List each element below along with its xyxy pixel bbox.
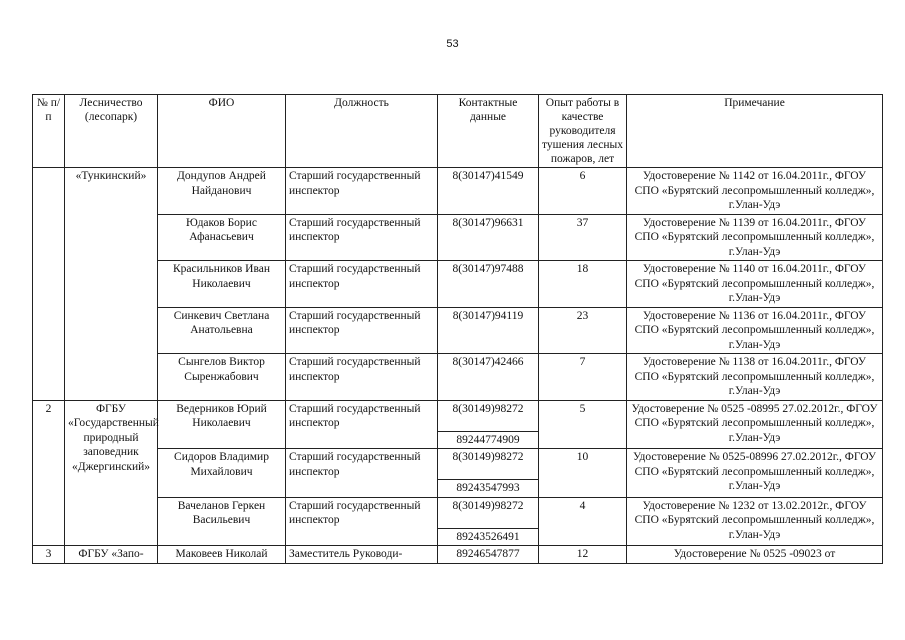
person-name: Дондупов Андрей Найданович [158, 168, 286, 215]
header-row [33, 95, 883, 168]
note-text: Удостоверение № 1232 от 13.02.2012г., ФГОУ СПО «Бурятский лесопромышленный колледж», г.Улан-Удэ [627, 497, 883, 546]
person-name: Синкевич Светлана Анатольевна [158, 307, 286, 354]
person-name: Маковеев Николай [158, 546, 286, 564]
person-position: Заместитель Руководи- [286, 546, 438, 564]
contact-mobile: 89243526491 [438, 528, 539, 546]
forestry-empty [65, 261, 158, 308]
forestry-name: «Тункинский» [65, 168, 158, 215]
header-fio: ФИО [158, 95, 286, 168]
header-experience: Опыт работы в качестве руководителя тушения лесных пожаров, лет [539, 95, 627, 168]
contact-phone: 8(30147)42466 [438, 354, 539, 401]
contact-mobile: 89244774909 [438, 431, 539, 449]
header-position: Должность [286, 95, 438, 168]
table-row [33, 214, 883, 261]
note-text: Удостоверение № 1140 от 16.04.2011г., ФГОУ СПО «Бурятский лесопромышленный колледж», г.Улан-Удэ [627, 261, 883, 308]
row-num-empty [33, 354, 65, 401]
table-row [33, 400, 883, 431]
note-text: Удостоверение № 1136 от 16.04.2011г., ФГОУ СПО «Бурятский лесопромышленный колледж», г.Улан-Удэ [627, 307, 883, 354]
experience-years: 5 [539, 400, 627, 449]
contact-phone: 8(30147)96631 [438, 214, 539, 261]
note-text: Удостоверение № 1142 от 16.04.2011г., ФГОУ СПО «Бурятский лесопромышленный колледж», г.Улан-Удэ [627, 168, 883, 215]
contact-phone: 8(30147)94119 [438, 307, 539, 354]
row-num-empty [33, 261, 65, 308]
person-name: Вачеланов Геркен Васильевич [158, 497, 286, 546]
experience-years: 12 [539, 546, 627, 564]
row-num [33, 168, 65, 215]
table-row [33, 261, 883, 308]
table-row [33, 497, 883, 528]
contact-phone: 8(30147)97488 [438, 261, 539, 308]
forest-fire-managers-table [32, 94, 883, 564]
experience-years: 18 [539, 261, 627, 308]
contact-phone: 8(30147)41549 [438, 168, 539, 215]
header-note: Примечание [627, 95, 883, 168]
experience-years: 10 [539, 449, 627, 498]
contact-phone: 8(30149)98272 [438, 449, 539, 480]
experience-years: 6 [539, 168, 627, 215]
contact-mobile: 89243547993 [438, 480, 539, 498]
forestry-name: ФГБУ «Запо- [65, 546, 158, 564]
header-num: № п/п [33, 95, 65, 168]
experience-years: 23 [539, 307, 627, 354]
row-num: 3 [33, 546, 65, 564]
person-name: Юдаков Борис Афанасьевич [158, 214, 286, 261]
note-text: Удостоверение № 1139 от 16.04.2011г., ФГОУ СПО «Бурятский лесопромышленный колледж», г.Улан-Удэ [627, 214, 883, 261]
note-text: Удостоверение № 0525 -08995 27.02.2012г., ФГОУ СПО «Бурятский лесопромышленный колледж», г.Улан-Удэ [627, 400, 883, 449]
table-row [33, 354, 883, 401]
row-num-empty [33, 214, 65, 261]
person-position: Старший государственный инспектор [286, 497, 438, 546]
header-forestry: Лесничество (лесопарк) [65, 95, 158, 168]
person-position: Старший государственный инспектор [286, 168, 438, 215]
table-row [33, 307, 883, 354]
experience-years: 4 [539, 497, 627, 546]
row-num: 2 [33, 400, 65, 546]
note-text: Удостоверение № 0525 -09023 от [627, 546, 883, 564]
person-name: Сынгелов Виктор Сыренжабович [158, 354, 286, 401]
table-row [33, 546, 883, 564]
contact-phone: 89246547877 [438, 546, 539, 564]
note-text: Удостоверение № 1138 от 16.04.2011г., ФГОУ СПО «Бурятский лесопромышленный колледж», г.Улан-Удэ [627, 354, 883, 401]
person-position: Старший государственный инспектор [286, 449, 438, 498]
experience-years: 7 [539, 354, 627, 401]
forestry-empty [65, 354, 158, 401]
header-contacts: Контактные данные [438, 95, 539, 168]
person-position: Старший государственный инспектор [286, 400, 438, 449]
person-position: Старший государственный инспектор [286, 307, 438, 354]
experience-years: 37 [539, 214, 627, 261]
person-position: Старший государственный инспектор [286, 261, 438, 308]
page-number: 53 [446, 38, 459, 50]
person-name: Красильников Иван Николаевич [158, 261, 286, 308]
person-position: Старший государственный инспектор [286, 214, 438, 261]
forestry-empty [65, 214, 158, 261]
person-name: Сидоров Владимир Михайлович [158, 449, 286, 498]
person-position: Старший государственный инспектор [286, 354, 438, 401]
note-text: Удостоверение № 0525-08996 27.02.2012г., ФГОУ СПО «Бурятский лесопромышленный колледж», г.Улан-Удэ [627, 449, 883, 498]
table-row [33, 449, 883, 480]
forestry-empty [65, 307, 158, 354]
contact-phone: 8(30149)98272 [438, 497, 539, 528]
person-name: Ведерников Юрий Николаевич [158, 400, 286, 449]
row-num-empty [33, 307, 65, 354]
contact-phone: 8(30149)98272 [438, 400, 539, 431]
forestry-name: ФГБУ «Государственный природный заповедник «Джергинский» [65, 400, 158, 546]
table-row [33, 168, 883, 215]
